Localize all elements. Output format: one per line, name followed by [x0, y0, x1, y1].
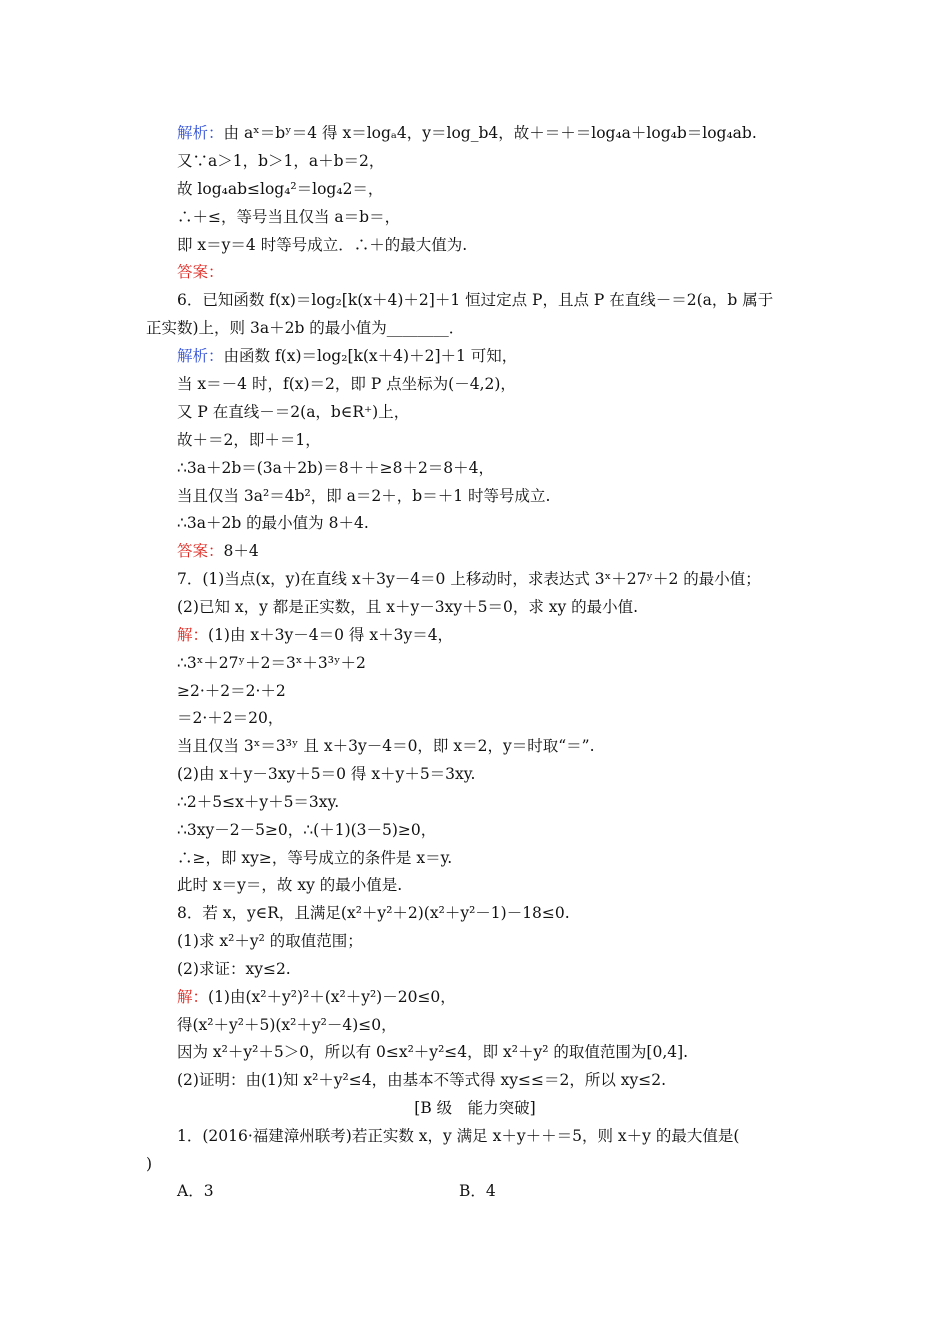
option-a: A．3 — [177, 1182, 214, 1200]
analysis-label: 解析： — [177, 124, 224, 142]
line-text: 由 aˣ＝bʸ＝4 得 x＝logₐ4，y＝log_b4，故＋＝＋＝log₄a＋log₄b＝log₄ab. — [223, 124, 757, 142]
question-8-line-3: (2)求证：xy≤2. — [177, 960, 291, 978]
line-text: 8＋4 — [223, 542, 259, 560]
line-12: 故＋＝2，即＋＝1， — [177, 431, 321, 449]
answer-label: 答案： — [177, 263, 224, 281]
section-title: [B 级 能力突破] — [414, 1099, 536, 1117]
line-32 — [177, 987, 456, 1007]
line-text: (1)由(x²＋y²)²＋(x²＋y²)－20≤0， — [208, 988, 456, 1006]
question-1-line-2: ) — [146, 1155, 153, 1173]
line-33: 得(x²＋y²＋5)(x²＋y²－4)≤0， — [177, 1016, 397, 1034]
question-7-line-1: 7．(1)当点(x，y)在直线 x＋3y－4＝0 上移动时，求表达式 3ˣ＋27ʸ＋2 的最小值； — [177, 570, 761, 588]
line-16 — [177, 541, 259, 561]
line-22: ＝2·＋2＝20， — [177, 709, 284, 727]
line-10: 当 x＝－4 时，f(x)＝2，即 P 点坐标为(－4,2)， — [177, 375, 516, 393]
question-7-line-2: (2)已知 x，y 都是正实数，且 x＋y－3xy＋5＝0，求 xy 的最小值. — [177, 598, 639, 616]
line-2: 又∵a＞1，b＞1，a＋b＝2， — [177, 152, 385, 170]
line-20: ∴3ˣ＋27ʸ＋2＝3ˣ＋3³ʸ＋2 — [177, 654, 366, 672]
line-14: 当且仅当 3a²＝4b²，即 a＝2＋，b＝＋1 时等号成立. — [177, 487, 551, 505]
line-35: (2)证明：由(1)知 x²＋y²≤4，由基本不等式得 xy≤≤＝2，所以 xy≤2. — [177, 1071, 667, 1089]
line-23: 当且仅当 3ˣ＝3³ʸ 且 x＋3y－4＝0，即 x＝2，y＝时取“＝”. — [177, 737, 595, 755]
line-5: 即 x＝y＝4 时等号成立．∴＋的最大值为. — [177, 236, 468, 254]
answer-label: 答案： — [177, 542, 224, 560]
line-4: ∴＋≤，等号当且仅当 a＝b＝， — [177, 208, 401, 226]
question-6-line-2: 正实数)上，则 3a＋2b 的最小值为________． — [146, 319, 465, 337]
line-9 — [177, 346, 517, 366]
option-b: B．4 — [459, 1182, 496, 1200]
line-15: ∴3a＋2b 的最小值为 8＋4. — [177, 514, 369, 532]
line-25: ∴2＋5≤x＋y＋5＝3xy. — [177, 793, 340, 811]
analysis-label: 解析： — [177, 347, 224, 365]
line-11: 又 P 在直线－＝2(a，b∈R⁺)上， — [177, 403, 410, 421]
question-8-line-1: 8．若 x，y∈R，且满足(x²＋y²＋2)(x²＋y²－1)－18≤0. — [177, 904, 570, 922]
line-27: ∴≥，即 xy≥，等号成立的条件是 x＝y. — [177, 849, 453, 867]
line-34: 因为 x²＋y²＋5＞0，所以有 0≤x²＋y²≤4，即 x²＋y² 的取值范围为[0,4]. — [177, 1043, 689, 1061]
line-28: 此时 x＝y＝，故 xy 的最小值是. — [177, 876, 403, 894]
question-6-line-1: 6．已知函数 f(x)＝log₂[k(x＋4)＋2]＋1 恒过定点 P，且点 P 在直线－＝2(a，b 属于 — [177, 291, 774, 309]
line-19 — [177, 625, 453, 645]
solution-label: 解： — [177, 988, 209, 1006]
line-text: (1)由 x＋3y－4＝0 得 x＋3y＝4， — [208, 626, 454, 644]
line-1 — [177, 123, 757, 143]
question-8-line-2: (1)求 x²＋y² 的取值范围； — [177, 932, 363, 950]
line-26: ∴3xy－2－5≥0，∴(＋1)(3－5)≥0， — [177, 821, 437, 839]
line-6 — [177, 262, 224, 282]
solution-label: 解： — [177, 626, 209, 644]
line-3: 故 log₄ab≤log₄²＝log₄2＝， — [177, 180, 384, 198]
line-21: ≥2·＋2＝2·＋2 — [177, 682, 286, 700]
line-text: 由函数 f(x)＝log₂[k(x＋4)＋2]＋1 可知， — [223, 347, 518, 365]
question-1-line-1: 1．(2016·福建漳州联考)若正实数 x，y 满足 x＋y＋＋＝5，则 x＋y 的最大值是( — [177, 1127, 740, 1145]
line-13: ∴3a＋2b＝(3a＋2b)＝8＋＋≥8＋2＝8＋4， — [177, 459, 495, 477]
line-24: (2)由 x＋y－3xy＋5＝0 得 x＋y＋5＝3xy. — [177, 765, 476, 783]
